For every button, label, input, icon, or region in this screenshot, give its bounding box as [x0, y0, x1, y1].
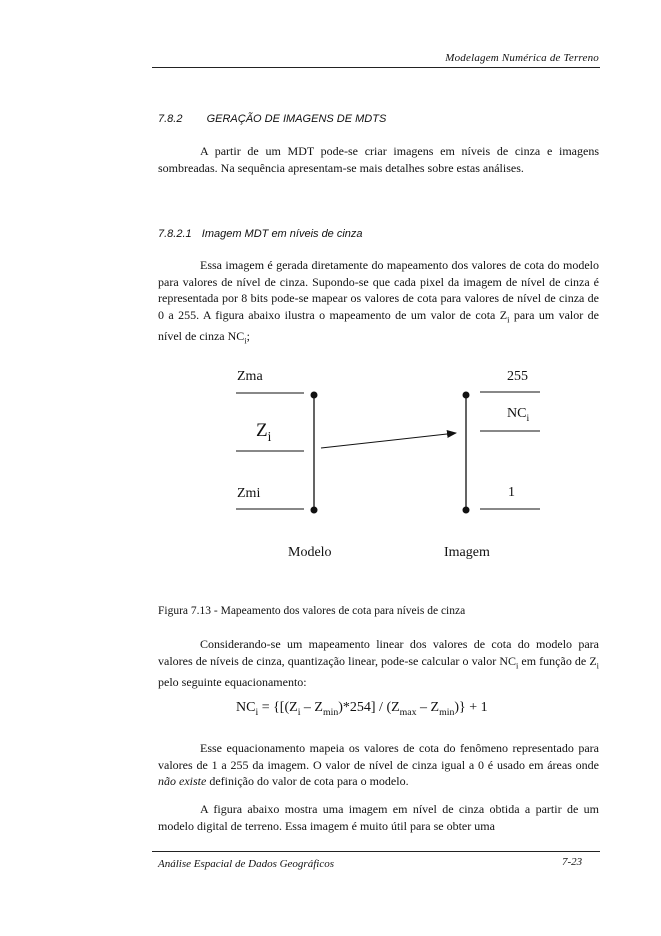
- paragraph-3: Esse equacionamento mapeia os valores de cota do fenômeno representado para valores de 1 a 255 da imagem. O valor de nível de cinza igual a 0 é usado em áreas onde não existe definição do valor de cota para o modelo.: [158, 741, 599, 788]
- equation: $NC_i = \{[(Z_i - Z_{min})*254] / (Z_{max} - Z_{min})\} + 1$: [236, 700, 488, 718]
- zmax-label: Zma: [237, 369, 263, 384]
- top-value-label: 255: [507, 369, 528, 384]
- modelo-bottom-dot: [311, 507, 318, 514]
- zi-label: $Z_i$: [256, 420, 272, 444]
- modelo-label: Modelo: [288, 545, 332, 560]
- paragraph-2: Considerando-se um mapeamento linear dos valores de cota do modelo para valores de níveis de cinza, quantização linear, pode-se calcular o valor $NC_i$ em função de $Z_i$ pelo seguinte equacionamento:: [158, 637, 599, 690]
- imagem-label: Imagem: [444, 545, 490, 560]
- paragraph-1: Essa imagem é gerada diretamente do mapeamento dos valores de cota do modelo para valores de nível de cinza. Supondo-se que cada pixel da imagem de nível de cinza é representada por 8 bits pode-se mapear os valores de cota para valores de nível de cinza de 0 a 255. A figura abaixo ilustra o mapeamento de um valor de cota $Z_i$ para um valor de nível de cinza $NC_i$;: [158, 258, 599, 346]
- figure-caption: Figura 7.13 - Mapeamento dos valores de cota para níveis de cinza: [158, 605, 466, 617]
- section-number: 7.8.2: [158, 113, 183, 125]
- intro-paragraph: A partir de um MDT pode-se criar imagens em níveis de cinza e imagens sombreadas. Na sequência apresentam-se mais detalhes sobre estas análises.: [158, 144, 599, 175]
- nci-label: $NC_i$: [507, 406, 530, 424]
- page-number: 7-23: [562, 856, 583, 868]
- section-title: GERAÇÃO DE IMAGENS DE MDTS: [206, 113, 387, 125]
- subsection-title: Imagem MDT em níveis de cinza: [201, 228, 363, 240]
- bottom-value-label: 1: [508, 485, 515, 500]
- mapping-arrow: [321, 433, 456, 448]
- subsection-number: 7.8.2.1: [158, 228, 192, 240]
- paragraph-4: A figura abaixo mostra uma imagem em nível de cinza obtida a partir de um modelo digital de terreno. Essa imagem é muito útil para se obter uma: [158, 802, 599, 833]
- imagem-top-dot: [463, 392, 470, 399]
- footer-rule: [152, 851, 600, 852]
- running-header: Modelagem Numérica de Terreno: [445, 52, 599, 64]
- modelo-top-dot: [311, 392, 318, 399]
- footer-title: Análise Espacial de Dados Geográficos: [158, 858, 334, 870]
- zmin-label: Zmi: [237, 486, 261, 501]
- imagem-bottom-dot: [463, 507, 470, 514]
